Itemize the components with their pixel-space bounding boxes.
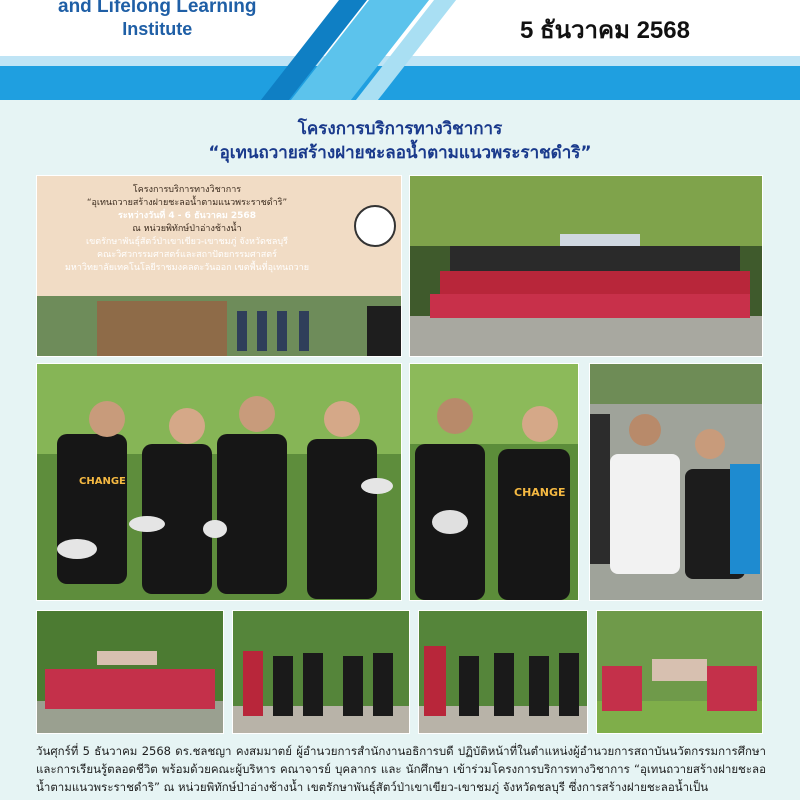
banner-line-2: “อุเทนถวายสร้างฝายชะลอน้ำตามแนวพระราชดำริ” (86, 198, 288, 208)
photo-group-small-4 (596, 610, 763, 734)
banner-line-7: มหาวิทยาลัยเทคโนโลยีราชมงคลตะวันออก เขตพื้นที่อุเทนถวาย (64, 263, 309, 273)
institute-name (58, 0, 256, 40)
photo-two-staff (409, 363, 579, 601)
banner-line-4: ณ หน่วยพิทักษ์ป่าอ่างช้างน้ำ (132, 224, 242, 234)
photo-group (409, 175, 763, 357)
photo-group-small-1 (36, 610, 224, 734)
article-caption: วันศุกร์ที่ 5 ธันวาคม 2568 ดร.ชลชญา คงสมมาตย์ ผู้อำนวยการสำนักงานอธิการบดี ปฏิบัติหน้าที่ในตำแหน่งผู้อำนวยการสถาบันนวัตกรรมการศึกษาและการเรียนรู้ตลอดชีวิต พร้อมด้วยคณะผู้บริหาร คณาจารย์ บุคลากร และ นักศึกษา เข้าร่วมโครงการบริการทางวิชาการ “อุเทนถวายสร้างฝายชะลอน้ำตามแนวพระราชดำริ” ณ หน่วยพิทักษ์ป่าอ่างช้างน้ำ เขตรักษาพันธุ์สัตว์ป่าเขาเขียว-เขาชมภู่ จังหวัดชลบุรี ซึ่งการสร้างฝายชะลอน้ำเป็น (36, 744, 766, 794)
photo-seated (589, 363, 763, 601)
institute-line-1: and Lifelong Learning (58, 0, 257, 17)
photo-group-small-3 (418, 610, 588, 734)
shirt-logo-text: CHANGE (79, 476, 126, 487)
shirt-logo-text: CHANGE (514, 486, 566, 499)
banner-line-6: คณะวิศวกรรมศาสตร์และสถาปัตยกรรมศาสตร์ (97, 250, 277, 260)
issue-date: 5 ธันวาคม 2568 (520, 17, 690, 44)
institute-line-2: Institute (122, 19, 193, 39)
banner-line-1: โครงการบริการทางวิชาการ (132, 185, 242, 195)
photo-banner (36, 175, 402, 357)
page-header (0, 0, 800, 100)
title-line-1: โครงการบริการทางวิชาการ (297, 119, 503, 139)
photo-group-small-2 (232, 610, 410, 734)
title-line-2: “อุเทนถวายสร้างฝายชะลอน้ำตามแนวพระราชดำริ” (208, 143, 592, 163)
project-title (0, 117, 800, 165)
banner-line-5: เขตรักษาพันธุ์สัตว์ป่าเขาเขียว-เขาชมภู่ จังหวัดชลบุรี (86, 237, 288, 247)
banner-text (37, 184, 337, 275)
banner-line-3: ระหว่างวันที่ 4 - 6 ธันวาคม 2568 (118, 211, 256, 221)
photo-staff-stones (36, 363, 402, 601)
